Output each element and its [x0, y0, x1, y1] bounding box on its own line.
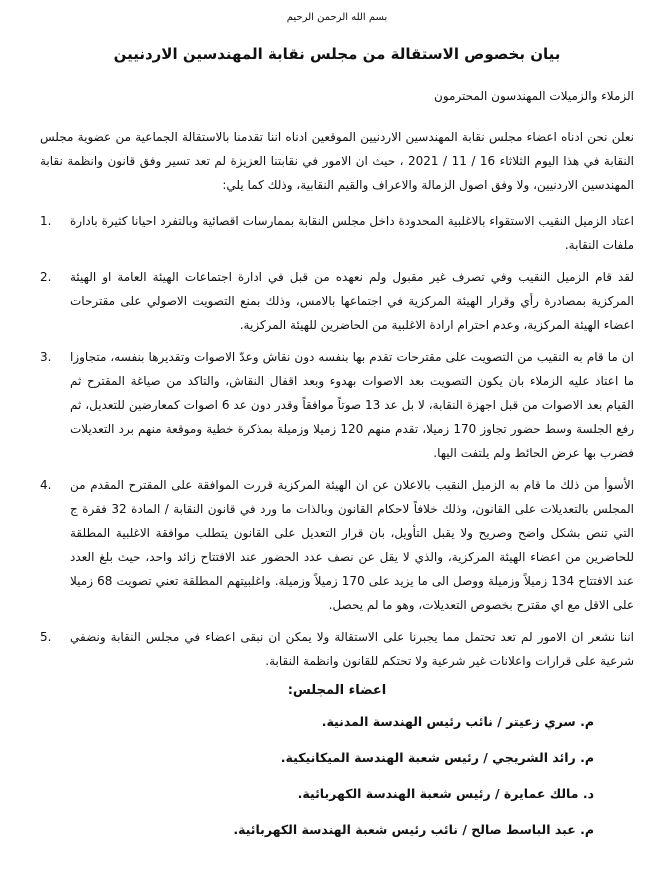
list-item: [40, 473, 634, 617]
member-signature: د. مالك عمايرة / رئيس شعبة الهندسة الكهربائية.: [297, 786, 594, 801]
point-text: الأسوأ من ذلك ما قام به الزميل النقيب بالاعلان عن ان الهيئة المركزية قررت الموافقة على المقترح المقدم من المجلس بالتعديلات على القانون، وذلك خلافاً لاحكام القانون وبالذات ما ورد في قانون النقابة / المادة 32 فقرة ج التي تنص بشكل واضح وصريح ولا يقبل التأويل، بان قرار التعديل على القانون يتطلب موافقة الاغلبية المطلقة للحاضرين من اعضاء الهيئة المركزية، والذي لا يقل عن نصف عدد الحضور عند الافتتاح زائد واحد، حيث بلغ العدد عند الافتتاح 134 زميلاً وزميلة ووصل الى ما يزيد على 170 زميلاً وزميلة. واغلبيتهم المطلقة تعني تصويت 68 زميلا على الاقل مع اي مقترح بخصوص التعديلات، وهو ما لم يحصل.: [70, 478, 634, 612]
member-signature: م. عبد الباسط صالح / نائب رئيس شعبة الهندسة الكهربائية.: [233, 822, 594, 837]
point-text: لقد قام الزميل النقيب وفي تصرف غير مقبول ولم نعهده من قبل في ادارة اجتماعات الهيئة العامة او الهيئة المركزية بمصادرة رأي وقرار الهيئة المركزية في اجتماعها بالامس، وذلك بمنع التصويت الاصولي على مقترحات اعضاء الهيئة المركزية، وعدم احترام ارادة الاغلبية من الحاضرين للهيئة المركزية.: [70, 270, 634, 332]
document-title: بيان بخصوص الاستقالة من مجلس نقابة المهندسين الاردنيين: [113, 45, 561, 63]
points-list: [40, 209, 634, 673]
member-signature: م. سري زعيتر / نائب رئيس الهندسة المدنية.: [321, 714, 594, 729]
basmala: بسم الله الرحمن الرحيم: [286, 12, 388, 23]
point-number: 1.: [40, 214, 52, 228]
list-item: [40, 345, 634, 465]
list-item: [40, 625, 634, 673]
members-heading: اعضاء المجلس:: [287, 683, 387, 698]
point-number: 2.: [40, 270, 52, 284]
members-list: [40, 712, 634, 840]
intro-paragraph: نعلن نحن ادناه اعضاء مجلس نقابة المهندسين الاردنيين الموقعين ادناه اننا تقدمنا بالاستقالة الجماعية من عضوية مجلس النقابة في هذا اليوم الثلاثاء 16 / 11 / 2021 ، حيث ان الامور في نقابتنا العزيزة لم تعد تسير وفق قانون وانظمة نقابة المهندسين الاردنيين، ولا وفق اصول الزمالة والاعراف والقيم النقابية، وذلك كما يلي:: [40, 130, 635, 192]
list-item: [40, 209, 634, 257]
member-signature: م. رائد الشريجي / رئيس شعبة الهندسة الميكانيكية.: [280, 750, 594, 765]
point-text: اعتاد الزميل النقيب الاستقواء بالاغلبية المحدودة داخل مجلس النقابة بممارسات اقصائية وبالتفرد احيانا كثيرة بادارة ملفات النقابة.: [70, 214, 634, 252]
point-text: ان ما قام به النقيب من التصويت على مقترحات تقدم بها بنفسه دون نقاش وعدّ الاصوات وتقديرها بنفسه، متجاوزا ما اعتاد عليه الزملاء بان يكون التصويت بعد الاصوات بهدوء وبعد اقفال النقاش، والتاكد من صياغة المقترح ثم القيام بعد الاصوات من قبل اجهزة النقابة، لا بل عد 13 صوتاً موافقاً وقدر دون عد 6 اصوات كمعارضين للتعديل، ثم رفع الجلسة وسط حضور تجاوز 170 زميلا، تقدم منهم 120 زميلا وزميلة بمذكرة خطية وموقعة منهم برد التعديلات فضرب بها عرض الحائط ولم يلتفت اليها.: [70, 350, 635, 460]
point-number: 5.: [40, 630, 52, 644]
salutation: الزملاء والزميلات المهندسون المحترمون: [434, 89, 634, 103]
point-number: 4.: [40, 478, 52, 492]
point-number: 3.: [40, 350, 52, 364]
point-text: اننا نشعر ان الامور لم تعد تحتمل مما يجبرنا على الاستقالة ولا يمكن ان نبقى اعضاء في مجلس النقابة ونضفي شرعية على قرارات واعلانات غير شرعية ولا تحتكم للقانون وانظمة النقابة.: [70, 630, 634, 668]
list-item: [40, 265, 634, 337]
